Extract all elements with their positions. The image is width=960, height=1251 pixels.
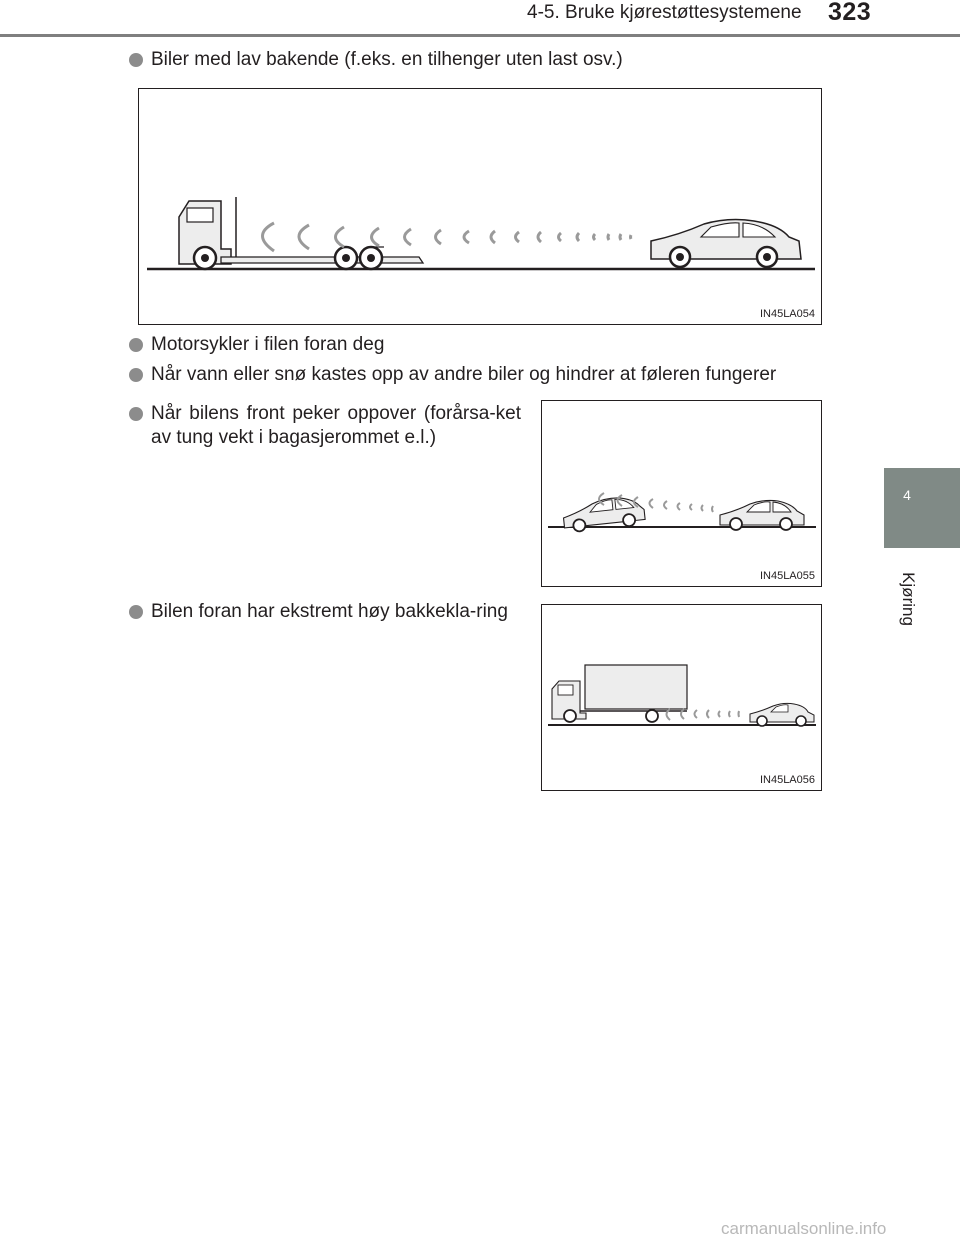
illustration-nose-up xyxy=(542,401,822,587)
chapter-number: 4 xyxy=(903,487,911,503)
section-title: 4-5. Bruke kjørestøttesystemene xyxy=(527,2,802,23)
bullet-text: Når vann eller snø kastes opp av andre biler og hindrer at føleren fungerer xyxy=(151,364,777,385)
watermark: carmanualsonline.info xyxy=(721,1219,887,1238)
header-rule xyxy=(0,34,960,37)
bullet-dot xyxy=(129,338,143,352)
figure-high-clearance xyxy=(541,604,822,791)
bullet-item xyxy=(129,48,849,74)
bullet-item xyxy=(129,402,524,458)
figure-code: IN45LA056 xyxy=(759,774,815,786)
bullet-dot xyxy=(129,53,143,67)
bullet-dot xyxy=(129,407,143,421)
figure-low-trailer xyxy=(138,88,822,325)
bullet-item xyxy=(129,600,524,656)
bullet-item xyxy=(129,333,849,359)
bullet-dot xyxy=(129,605,143,619)
bullet-item xyxy=(129,363,849,389)
illustration-truck-trailer xyxy=(139,89,822,325)
figure-code: IN45LA055 xyxy=(759,570,815,582)
figure-nose-up xyxy=(541,400,822,587)
chapter-label: Kjøring xyxy=(899,572,918,626)
page-number: 323 xyxy=(828,0,872,26)
bullet-text: Motorsykler i filen foran deg xyxy=(151,334,385,355)
chapter-tab xyxy=(884,468,960,548)
bullet-text: Biler med lav bakende (f.eks. en tilhenger uten last osv.) xyxy=(151,49,623,70)
bullet-text: Når bilens front peker oppover (forårsa-ket av tung vekt i bagasjerommet e.l.) xyxy=(151,403,521,448)
bullet-text: Bilen foran har ekstremt høy bakkekla-ring xyxy=(151,601,508,622)
illustration-box-truck xyxy=(542,605,822,791)
figure-code: IN45LA054 xyxy=(759,308,815,320)
bullet-dot xyxy=(129,368,143,382)
